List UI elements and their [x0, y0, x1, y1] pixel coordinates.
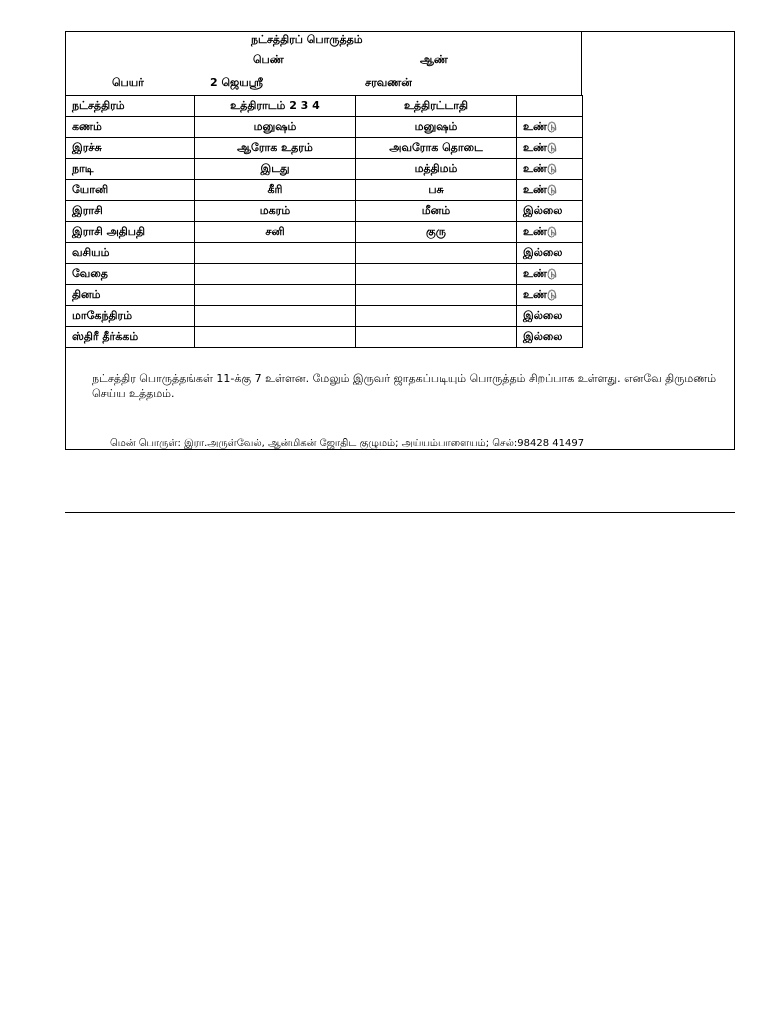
result-cell: உண்டு [517, 138, 583, 159]
software-credit: மென் பொருள்: இரா.அருள்வேல், ஆன்மிகன் ஜோதிட குழுமம்; அய்யம்பாளையம்; செல்:98428 41497 [110, 438, 585, 449]
table-row [66, 180, 583, 201]
male-value-cell [356, 285, 517, 306]
table-row [66, 138, 583, 159]
female-column-label: பெண் [253, 53, 284, 66]
male-value-cell [356, 243, 517, 264]
report-header [65, 31, 582, 95]
result-cell: உண்டு [517, 222, 583, 243]
result-cell: இல்லை [517, 327, 583, 348]
result-cell [517, 96, 583, 117]
porutham-label-cell: நாடி [66, 159, 195, 180]
female-value-cell [195, 285, 356, 306]
result-cell: உண்டு [517, 117, 583, 138]
male-column-label: ஆண் [420, 53, 448, 66]
porutham-label-cell: ஸ்திரீ தீர்க்கம் [66, 327, 195, 348]
male-value-cell [356, 327, 517, 348]
porutham-label-cell: தினம் [66, 285, 195, 306]
porutham-label-cell: வேதை [66, 264, 195, 285]
porutham-table [65, 95, 583, 348]
male-value-cell: உத்திரட்டாதி [356, 96, 517, 117]
male-value-cell: குரு [356, 222, 517, 243]
porutham-label-cell: இராசி அதிபதி [66, 222, 195, 243]
female-value-cell: சனி [195, 222, 356, 243]
female-value-cell [195, 306, 356, 327]
result-cell: உண்டு [517, 159, 583, 180]
male-value-cell: மத்திமம் [356, 159, 517, 180]
result-cell: இல்லை [517, 306, 583, 327]
porutham-label-cell: இராசி [66, 201, 195, 222]
female-value-cell: மகரம் [195, 201, 356, 222]
porutham-label-cell: வசியம் [66, 243, 195, 264]
table-row [66, 117, 583, 138]
female-value-cell: மனுஷம் [195, 117, 356, 138]
report-title: நட்சத்திரப் பொருத்தம் [251, 33, 363, 46]
table-row [66, 285, 583, 306]
page-divider [65, 512, 735, 513]
porutham-label-cell: இரச்சு [66, 138, 195, 159]
result-cell: இல்லை [517, 243, 583, 264]
porutham-label-cell: மாகேந்திரம் [66, 306, 195, 327]
name-label: பெயர் [112, 76, 144, 89]
female-value-cell: ஆரோக உதரம் [195, 138, 356, 159]
porutham-label-cell: யோனி [66, 180, 195, 201]
porutham-label-cell: நட்சத்திரம் [66, 96, 195, 117]
female-value-cell: உத்திராடம் 2 3 4 [195, 96, 356, 117]
result-cell: உண்டு [517, 264, 583, 285]
female-value-cell [195, 327, 356, 348]
table-row [66, 222, 583, 243]
male-value-cell: பசு [356, 180, 517, 201]
female-value-cell: கீரி [195, 180, 356, 201]
male-value-cell: மனுஷம் [356, 117, 517, 138]
male-value-cell [356, 264, 517, 285]
female-value-cell [195, 264, 356, 285]
table-row [66, 159, 583, 180]
female-name: 2 ஜெயஸ்ரீ [210, 76, 263, 89]
table-row [66, 327, 583, 348]
result-cell: உண்டு [517, 285, 583, 306]
male-name: சரவணன் [365, 76, 412, 89]
female-value-cell: இடது [195, 159, 356, 180]
porutham-label-cell: கணம் [66, 117, 195, 138]
summary-text: நட்சத்திர பொருத்தங்கள் 11-க்கு 7 உள்ளன. மேலும் இருவர் ஜாதகப்படியும் பொருத்தம் சிறப்பாக உள்ளது. எனவே திருமணம் செய்ய உத்தமம். [92, 372, 717, 400]
male-value-cell: அவரோக தொடை [356, 138, 517, 159]
table-row [66, 201, 583, 222]
male-value-cell [356, 306, 517, 327]
result-cell: உண்டு [517, 180, 583, 201]
result-cell: இல்லை [517, 201, 583, 222]
table-row [66, 243, 583, 264]
table-row [66, 264, 583, 285]
female-value-cell [195, 243, 356, 264]
table-row [66, 96, 583, 117]
table-row [66, 306, 583, 327]
male-value-cell: மீனம் [356, 201, 517, 222]
